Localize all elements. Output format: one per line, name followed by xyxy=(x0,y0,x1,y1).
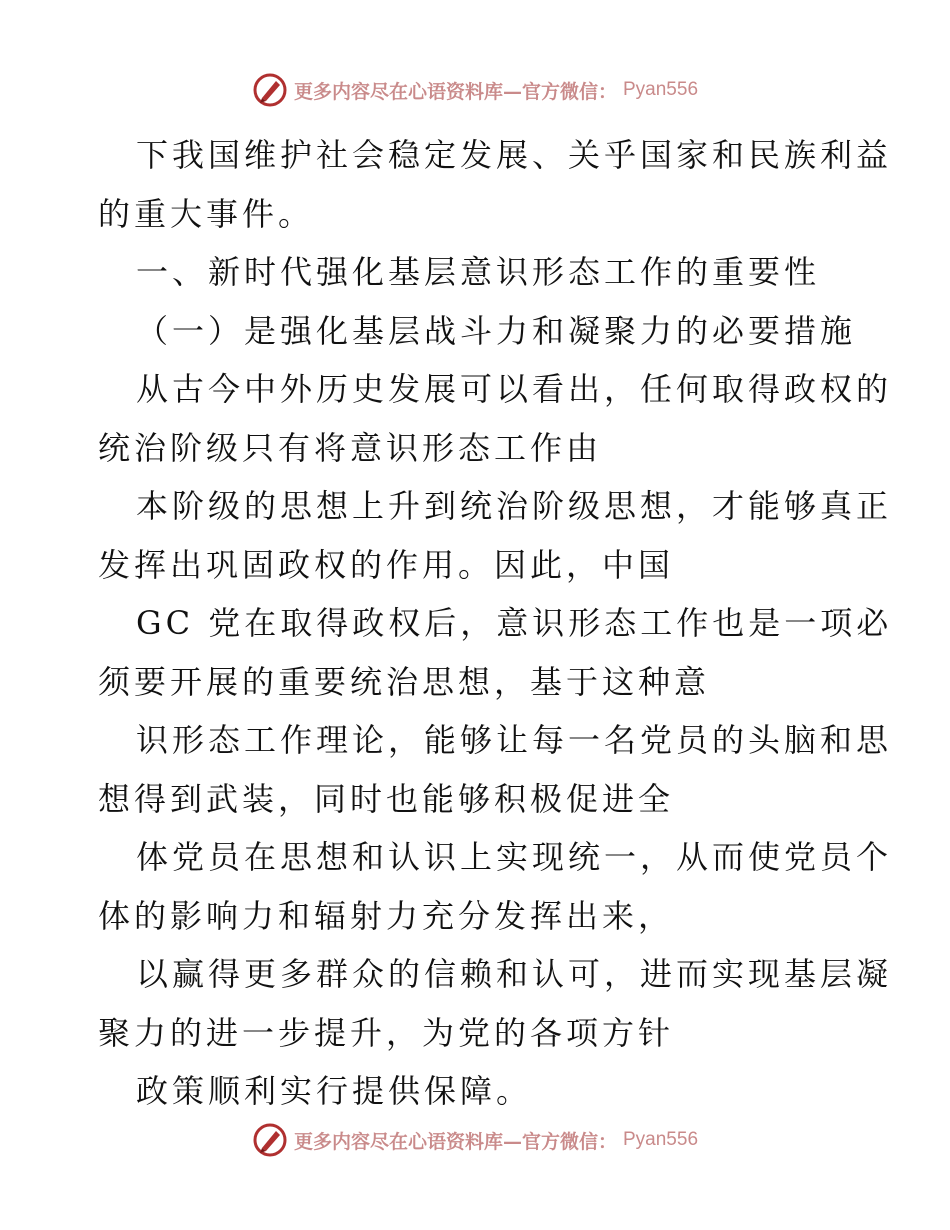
text-line: 的重大事件。 xyxy=(98,194,315,233)
text-line: 本阶级的思想上升到统治阶级思想，才能够真正 xyxy=(136,487,893,525)
pen-logo-icon xyxy=(252,72,288,108)
document-body xyxy=(98,126,893,1121)
pen-logo-icon xyxy=(252,1122,288,1158)
text-line: （一）是强化基层战斗力和凝聚力的必要措施 xyxy=(136,311,857,350)
text-line: 想得到武装，同时也能够积极促进全 xyxy=(98,779,675,818)
text-line: GC 党在取得政权后，意识形态工作也是一项必 xyxy=(136,604,893,642)
text-line: 统治阶级只有将意识形态工作由 xyxy=(98,428,603,467)
watermark-text: 更多内容尽在心语资料库—官方微信： xyxy=(293,80,617,103)
text-line: 须要开展的重要统治思想，基于这种意 xyxy=(98,662,711,701)
text-line: 发挥出巩固政权的作用。因此，中国 xyxy=(98,545,675,584)
text-line: 体的影响力和辐射力充分发挥出来， xyxy=(98,896,675,935)
text-line: 以赢得更多群众的信赖和认可，进而实现基层凝 xyxy=(136,955,893,993)
text-line: 政策顺利实行提供保障。 xyxy=(136,1072,533,1110)
watermark-wechat-id: Pyan556 xyxy=(623,1129,699,1150)
watermark-wechat-id: Pyan556 xyxy=(623,79,699,100)
text-line: 体党员在思想和认识上实现统一，从而使党员个 xyxy=(136,838,893,876)
text-line: 一、新时代强化基层意识形态工作的重要性 xyxy=(136,253,821,291)
text-line: 从古今中外历史发展可以看出，任何取得政权的 xyxy=(136,370,893,408)
footer-watermark xyxy=(0,1120,950,1160)
text-line: 识形态工作理论，能够让每一名党员的头脑和思 xyxy=(136,721,893,759)
watermark-text: 更多内容尽在心语资料库—官方微信： xyxy=(293,1130,617,1153)
text-line: 下我国维护社会稳定发展、关乎国家和民族利益 xyxy=(136,136,893,174)
header-watermark xyxy=(0,70,950,110)
text-line: 聚力的进一步提升，为党的各项方针 xyxy=(98,1013,675,1052)
